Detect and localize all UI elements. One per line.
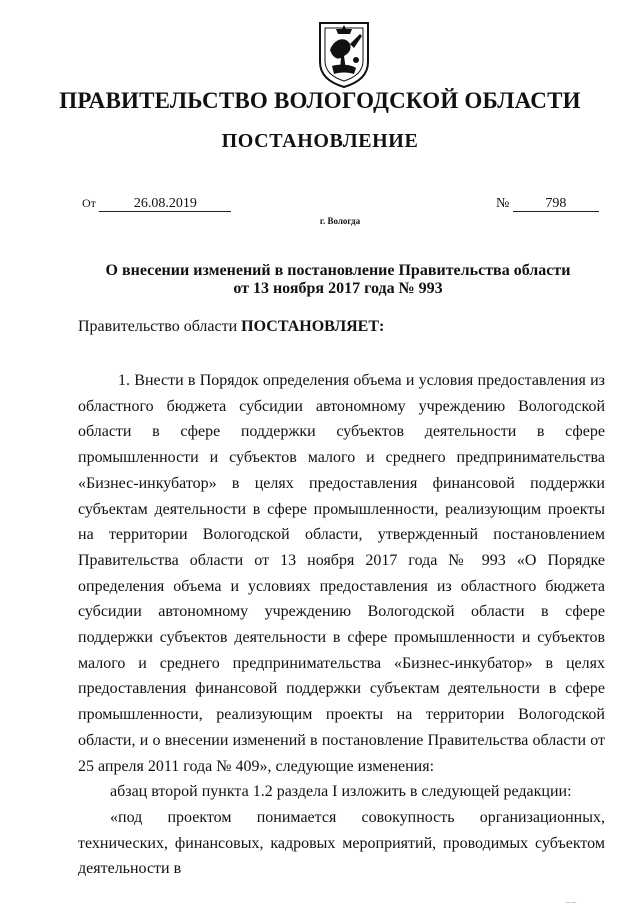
date-prefix: От	[82, 196, 96, 210]
document-heading	[0, 262, 640, 298]
number-value: 798	[513, 197, 599, 212]
page-mark: _ _	[566, 895, 576, 904]
preamble	[78, 318, 384, 336]
city-label: г. Вологда	[319, 216, 361, 226]
preamble-text: Правительство области	[78, 318, 242, 335]
document-body	[78, 368, 605, 882]
heading-line-1: О внесении изменений в постановление Правительства области	[105, 262, 571, 279]
number-prefix: №	[496, 196, 510, 211]
body-paragraph-1: 1. Внести в Порядок определения объема и условия предоставления из областного бюджета субсидии автономному учреждению Вологодской области в сфере поддержки субъектов деятельности в сфере промышленности и субъектов малого и среднего предпринимательства «Бизнес-инкубатор» в целях предоставления финансовой поддержки субъектам деятельности в сфере промышленности, реализующим проекты на территории Вологодской области, утвержденный постановлением Правительства области от 13 ноября 2017 года № 993 «О Порядке определения объема и условиях предоставления из областного бюджета субсидии автономному учреждению Вологодской области в сфере поддержки субъектов деятельности в сфере промышленности и субъектов малого и среднего предпринимательства «Бизнес-инкубатор» в целях предоставления финансовой поддержки субъектам деятельности в сфере промышленности, реализующим проекты на территории Вологодской области, и о внесении изменений в постановление Правительства области от 25 апреля 2011 года № 409», следующие изменения:	[78, 372, 605, 775]
organization-title: ПРАВИТЕЛЬСТВО ВОЛОГОДСКОЙ ОБЛАСТИ	[59, 88, 581, 113]
date-value: 26.08.2019	[99, 197, 231, 212]
heading-line-2: от 13 ноября 2017 года № 993	[233, 280, 443, 297]
vologda-coat-of-arms-icon	[316, 20, 372, 90]
document-date	[82, 196, 231, 212]
body-paragraph-3: «под проектом понимается совокупность организационных, технических, финансовых, кадровых мероприятий, проводимых субъектом деятельности в	[78, 808, 605, 878]
document-number	[496, 196, 599, 212]
document-type: ПОСТАНОВЛЕНИЕ	[221, 130, 419, 152]
preamble-emphasis: ПОСТАНОВЛЯЕТ:	[241, 318, 385, 335]
body-paragraph-2: абзац второй пункта 1.2 раздела I изложить в следующей редакции:	[110, 783, 572, 801]
